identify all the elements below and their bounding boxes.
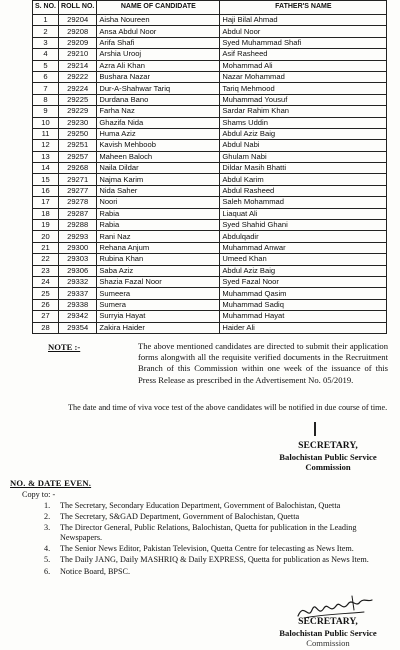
cell-father-name: Muhammad Qasim <box>220 288 387 299</box>
table-row <box>33 254 387 265</box>
copy-item-number: 1. <box>44 501 51 510</box>
secretary-commission: Commission <box>305 462 351 473</box>
copy-list-item <box>44 555 394 565</box>
viva-notice: The date and time of viva voce test of the above candidates will be notified in due course of time. <box>68 403 388 412</box>
cell-candidate-name: Rani Naz <box>97 231 220 242</box>
cell-roll-no: 29288 <box>59 220 97 231</box>
copy-list-item <box>44 544 394 554</box>
cell-father-name: Haji Bilal Ahmad <box>220 15 387 26</box>
cell-roll-no: 29303 <box>59 254 97 265</box>
cell-candidate-name: Arshia Urooj <box>97 49 220 60</box>
cell-candidate-name: Rubina Khan <box>97 254 220 265</box>
table-row <box>33 322 387 333</box>
table-row <box>33 197 387 208</box>
table-row <box>33 163 387 174</box>
table-body <box>33 15 387 334</box>
cell-candidate-name: Sumeera <box>97 288 220 299</box>
cell-candidate-name: Durdana Bano <box>97 94 220 105</box>
cell-father-name: Haider Ali <box>220 322 387 333</box>
copy-list-item <box>44 523 394 542</box>
cell-candidate-name: Zakira Haider <box>97 322 220 333</box>
cell-father-name: Abdul Rasheed <box>220 185 387 196</box>
table-row <box>33 15 387 26</box>
cell-sno: 9 <box>33 106 59 117</box>
cell-candidate-name: Farha Naz <box>97 106 220 117</box>
cell-father-name: Syed Fazal Noor <box>220 276 387 287</box>
cell-roll-no: 29300 <box>59 242 97 253</box>
cell-roll-no: 29342 <box>59 311 97 322</box>
secretary-title: SECRETARY, <box>298 440 358 451</box>
cell-sno: 17 <box>33 197 59 208</box>
cell-father-name: Umeed Khan <box>220 254 387 265</box>
copy-item-text: The Secretary, Secondary Education Department, Government of Balochistan, Quetta <box>60 501 341 510</box>
cell-roll-no: 29338 <box>59 299 97 310</box>
cell-roll-no: 29268 <box>59 163 97 174</box>
cell-candidate-name: Ansa Abdul Noor <box>97 26 220 37</box>
cell-candidate-name: Najma Karim <box>97 174 220 185</box>
table-row <box>33 185 387 196</box>
table-row <box>33 128 387 139</box>
cell-roll-no: 29251 <box>59 140 97 151</box>
cell-sno: 5 <box>33 60 59 71</box>
copy-to-label: Copy to: - <box>22 490 56 499</box>
cell-father-name: Abdul Karim <box>220 174 387 185</box>
cell-sno: 10 <box>33 117 59 128</box>
note-text: The above mentioned candidates are directed to submit their application forms alongwith all the requisite verified documents in the Recruitment Branch of this Commission within one week of the issuance of this Press Release as prescribed in the Advertisement No. 05/2019. <box>138 341 388 385</box>
cell-father-name: Abdul Nabi <box>220 140 387 151</box>
cell-roll-no: 29306 <box>59 265 97 276</box>
cell-father-name: Tariq Mehmood <box>220 83 387 94</box>
header-father-name: FATHER'S NAME <box>220 1 387 15</box>
cell-candidate-name: Huma Aziz <box>97 128 220 139</box>
table-row <box>33 26 387 37</box>
cell-father-name: Muhammad Anwar <box>220 242 387 253</box>
copy-item-number: 2. <box>44 512 51 522</box>
cell-candidate-name: Kavish Mehboob <box>97 140 220 151</box>
cell-roll-no: 29208 <box>59 26 97 37</box>
cell-roll-no: 29214 <box>59 60 97 71</box>
cell-roll-no: 29204 <box>59 15 97 26</box>
cell-roll-no: 29224 <box>59 83 97 94</box>
header-sno: S. NO. <box>33 1 59 15</box>
table-row <box>33 208 387 219</box>
cell-roll-no: 29271 <box>59 174 97 185</box>
cell-candidate-name: Azra Ali Khan <box>97 60 220 71</box>
table-row <box>33 299 387 310</box>
secretary-block-top <box>262 441 394 473</box>
cell-roll-no: 29250 <box>59 128 97 139</box>
cell-sno: 16 <box>33 185 59 196</box>
cell-sno: 19 <box>33 220 59 231</box>
table-row <box>33 265 387 276</box>
table-row <box>33 49 387 60</box>
cell-roll-no: 29354 <box>59 322 97 333</box>
table-row <box>33 242 387 253</box>
cell-sno: 8 <box>33 94 59 105</box>
copy-item-text: The Director General, Public Relations, Balochistan, Quetta for publication in the Leading Newspapers. <box>60 523 357 542</box>
header-roll-no: ROLL NO. <box>59 1 97 15</box>
cell-father-name: Muhammad Hayat <box>220 311 387 322</box>
cell-candidate-name: Saba Aziz <box>97 265 220 276</box>
cell-candidate-name: Noori <box>97 197 220 208</box>
cell-father-name: Abdul Noor <box>220 26 387 37</box>
cell-father-name: Mohammad Ali <box>220 60 387 71</box>
cell-father-name: Syed Shahid Ghani <box>220 220 387 231</box>
cell-sno: 4 <box>33 49 59 60</box>
cell-roll-no: 29332 <box>59 276 97 287</box>
table-header-row <box>33 1 387 15</box>
table-row <box>33 37 387 48</box>
cell-candidate-name: Sumera <box>97 299 220 310</box>
signature-mark <box>314 422 316 436</box>
copy-item-text: The Daily JANG, Daily MASHRIQ & Daily EXPRESS, Quetta for publication as News Item. <box>60 555 369 565</box>
table-row <box>33 106 387 117</box>
cell-candidate-name: Rehana Anjum <box>97 242 220 253</box>
cell-sno: 7 <box>33 83 59 94</box>
cell-father-name: Saleh Mohammad <box>220 197 387 208</box>
cell-roll-no: 29277 <box>59 185 97 196</box>
cell-roll-no: 29230 <box>59 117 97 128</box>
cell-father-name: Liaquat Ali <box>220 208 387 219</box>
cell-sno: 21 <box>33 242 59 253</box>
table-row <box>33 311 387 322</box>
candidate-table <box>32 0 387 334</box>
cell-candidate-name: Dur-A-Shahwar Tariq <box>97 83 220 94</box>
copy-item-number: 3. <box>44 523 51 533</box>
cell-father-name: Syed Muhammad Shafi <box>220 37 387 48</box>
table-row <box>33 140 387 151</box>
copy-list-item <box>44 501 394 511</box>
table-row <box>33 288 387 299</box>
cell-candidate-name: Nida Saher <box>97 185 220 196</box>
cell-candidate-name: Naila Dildar <box>97 163 220 174</box>
cell-roll-no: 29209 <box>59 37 97 48</box>
secretary-org-bottom: Balochistan Public Service <box>279 627 377 638</box>
cell-sno: 25 <box>33 288 59 299</box>
header-candidate-name: NAME OF CANDIDATE <box>97 1 220 15</box>
cell-sno: 24 <box>33 276 59 287</box>
table-row <box>33 151 387 162</box>
cell-father-name: Dildar Masih Bhatti <box>220 163 387 174</box>
cell-father-name: Abdul Aziz Baig <box>220 128 387 139</box>
secretary-title-bottom: SECRETARY, <box>298 616 358 627</box>
secretary-org: Balochistan Public Service <box>279 451 377 462</box>
cell-candidate-name: Bushara Nazar <box>97 71 220 82</box>
cell-father-name: Muhammad Yousuf <box>220 94 387 105</box>
cell-sno: 28 <box>33 322 59 333</box>
cell-roll-no: 29337 <box>59 288 97 299</box>
copy-item-number: 4. <box>44 544 51 554</box>
cell-candidate-name: Shazia Fazal Noor <box>97 276 220 287</box>
cell-sno: 27 <box>33 311 59 322</box>
note-label: NOTE :- <box>48 342 81 352</box>
cell-sno: 23 <box>33 265 59 276</box>
cell-sno: 1 <box>33 15 59 26</box>
cell-roll-no: 29278 <box>59 197 97 208</box>
table-row <box>33 83 387 94</box>
cell-candidate-name: Rabia <box>97 220 220 231</box>
cell-candidate-name: Surryia Hayat <box>97 311 220 322</box>
table-row <box>33 220 387 231</box>
table-row <box>33 71 387 82</box>
cell-roll-no: 29293 <box>59 231 97 242</box>
cell-sno: 2 <box>33 26 59 37</box>
table-row <box>33 94 387 105</box>
table-row <box>33 60 387 71</box>
table-row <box>33 276 387 287</box>
cell-roll-no: 29225 <box>59 94 97 105</box>
cell-father-name: Ghulam Nabi <box>220 151 387 162</box>
copy-item-text: The Secretary, S&GAD Department, Government of Balochistan, Quetta <box>60 512 300 522</box>
cell-candidate-name: Arifa Shafi <box>97 37 220 48</box>
cell-father-name: Abdulqadir <box>220 231 387 242</box>
cell-sno: 6 <box>33 71 59 82</box>
copy-list-item <box>44 567 394 577</box>
table-row <box>33 231 387 242</box>
cell-father-name: Sardar Rahim Khan <box>220 106 387 117</box>
cell-candidate-name: Rabia <box>97 208 220 219</box>
cell-sno: 11 <box>33 128 59 139</box>
cell-sno: 14 <box>33 163 59 174</box>
cell-roll-no: 29257 <box>59 151 97 162</box>
cell-father-name: Muhammad Sadiq <box>220 299 387 310</box>
cell-sno: 15 <box>33 174 59 185</box>
cell-sno: 13 <box>33 151 59 162</box>
cell-sno: 12 <box>33 140 59 151</box>
reference-number: NO. & DATE EVEN. <box>10 478 92 488</box>
secretary-block-bottom <box>262 617 394 649</box>
cell-father-name: Shams Uddin <box>220 117 387 128</box>
cell-candidate-name: Maheen Baloch <box>97 151 220 162</box>
copy-list-item <box>44 512 394 522</box>
cell-candidate-name: Ghazifa Nida <box>97 117 220 128</box>
cell-candidate-name: Aisha Noureen <box>97 15 220 26</box>
cell-roll-no: 29210 <box>59 49 97 60</box>
cell-sno: 3 <box>33 37 59 48</box>
copy-item-number: 5. <box>44 555 51 565</box>
table-row <box>33 174 387 185</box>
cell-sno: 26 <box>33 299 59 310</box>
cell-sno: 18 <box>33 208 59 219</box>
cell-roll-no: 29222 <box>59 71 97 82</box>
table-row <box>33 117 387 128</box>
cell-father-name: Nazar Mohammad <box>220 71 387 82</box>
cell-father-name: Asif Rasheed <box>220 49 387 60</box>
secretary-commission-bottom: Commission <box>306 638 350 649</box>
cell-father-name: Abdul Aziz Baig <box>220 265 387 276</box>
cell-sno: 20 <box>33 231 59 242</box>
copy-list <box>44 501 394 578</box>
cell-roll-no: 29287 <box>59 208 97 219</box>
copy-item-number: 6. <box>44 566 51 576</box>
cell-sno: 22 <box>33 254 59 265</box>
cell-roll-no: 29229 <box>59 106 97 117</box>
copy-item-text: The Senior News Editor, Pakistan Television, Quetta Centre for telecasting as News Item. <box>60 544 354 554</box>
copy-item-text: Notice Board, BPSC. <box>60 566 131 576</box>
